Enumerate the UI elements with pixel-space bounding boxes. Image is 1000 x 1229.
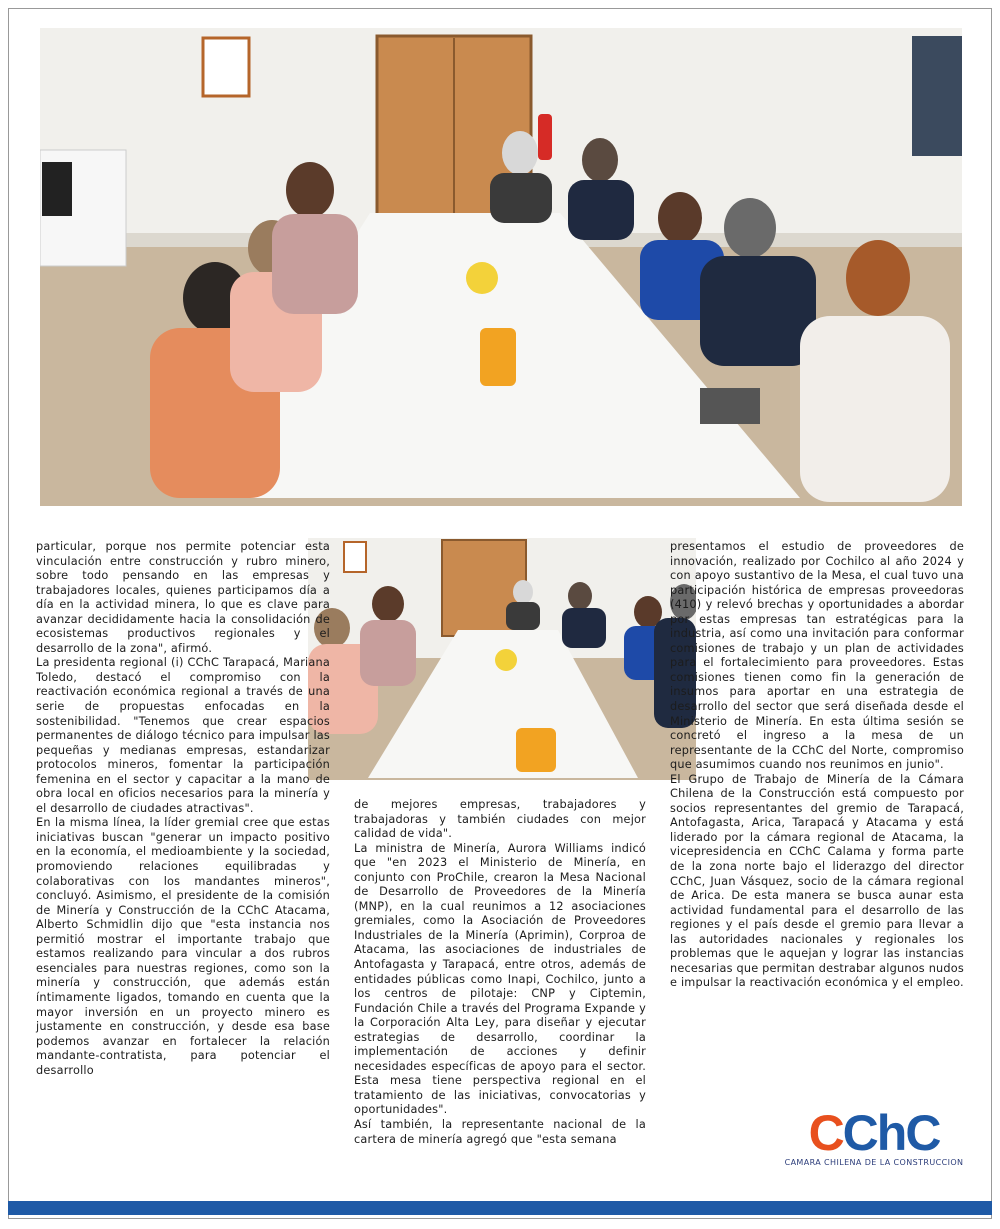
article-column-2 xyxy=(354,798,646,1147)
paragraph: presentamos el estudio de proveedores de innovación, realizado por Cochilco al año 2024 y con apoyo sustantivo de la Mesa, el cual tuvo una participación histórica de empresas proveedoras (410) y relevó brechas y oportunidades a abordar por estas empresas tan estratégicas para la industria, así como una invitación para conformar comisiones de trabajo y un plan de actividades para el fortalecimiento para proveedores. Estas comisiones tienen como fin la generación de insumos para aportar en una estrategia de desarrollo del sector que será diseñada desde el Ministerio de Minería. En esta última sesión se concretó el ingreso a la mesa de un representante de la CChC del Norte, compromiso que asumimos cuando nos reunimos en junio". xyxy=(670,540,964,772)
cchc-logo-mark xyxy=(784,1110,964,1156)
article-column-1 xyxy=(36,540,330,1078)
paragraph: El Grupo de Trabajo de Minería de la Cámara Chilena de la Construcción está compuesto por socios representantes del gremio de Tarapacá, Antofagasta, Arica, Tarapacá y Atacama y está liderado por la cámara regional de Atacama, la vicepresidencia en CChC Calama y forma parte de la zona norte bajo el liderazgo del director CChC, Juan Vásquez, socio de la cámara regional de Arica. De esta manera se busca aunar esta actividad fundamental para el desarrollo de las regiones y el país desde el gremio para llevar a las autoridades nacionales y regionales los problemas que le aquejan y lograr las instancias necesarias que permitan destrabar algunos nudos e impulsar la reactivación económica y el empleo. xyxy=(670,772,964,990)
paragraph: Así también, la representante nacional de la cartera de minería agregó que "esta semana xyxy=(354,1118,646,1146)
paragraph: La ministra de Minería, Aurora Williams indicó que "en 2023 el Ministerio de Minería, en conjunto con ProChile, crearon la Mesa Nacional de Desarrollo de Proveedores de la Minería (MNP), en la cual reunimos a 12 asociaciones gremiales, como la Asociación de Proveedores Industriales de la Minería (Aprimin), Corproa de Atacama, las asociaciones de industriales de Antofagasta y Tarapacá, entre otros, además de entidades públicas como Inapi, Cochilco, junto a los centros de pilotaje: CNP y Ciptemin, Fundación Chile a través del Programa Expande y la Corporación Alta Ley, para diseñar y ejecutar estrategias de desarrollo, coordinar la implementación de acciones y definir necesidades específicas de apoyo para el sector. Esta mesa tiene perspectiva regional en el tratamiento de las iniciativas, convocatorias y oportunidades". xyxy=(354,841,646,1117)
paragraph: La presidenta regional (i) CChC Tarapacá, Mariana Toledo, destacó el compromiso con la reactivación económica regional a través de una serie de propuestas enfocadas en la sostenibilidad. "Tenemos que crear espacios permanentes de diálogo técnico para impulsar las pequeñas y medianas empresas, estandarizar protocolos mineros, fomentar la participación femenina en el sector y capacitar a la mano de obra local en oficios necesarios para la minería y el desarrollo de ciudades atractivas". xyxy=(36,656,330,815)
bottom-color-bar xyxy=(8,1201,992,1215)
inset-meeting-photo xyxy=(308,538,696,780)
main-meeting-photo xyxy=(40,28,962,506)
meeting-photo-illustration xyxy=(40,28,962,506)
paragraph: particular, porque nos permite potenciar esta vinculación entre construcción y rubro minero, sobre todo pensando en las empresas y trabajadores locales, quienes participamos día a día en la actividad minera, lo que es clave para avanzar decididamente hacia la consolidación de ecosistemas productivos regionales y el desarrollo de la zona", afirmó. xyxy=(36,540,330,655)
svg-text:CChC: CChC xyxy=(808,1110,940,1156)
article-column-3 xyxy=(670,540,964,991)
inset-photo-illustration xyxy=(308,538,696,780)
paragraph: de mejores empresas, trabajadores y trabajadoras y también ciudades con mejor calidad de vida". xyxy=(354,798,646,841)
paragraph: En la misma línea, la líder gremial cree que estas iniciativas buscan "generar un impacto positivo en la economía, el medioambiente y la sociedad, promoviendo relaciones equilibradas y colaborativas con los mandantes mineros", concluyó. Asimismo, el presidente de la comisión de Minería y Construcción de la CChC Atacama, Alberto Schmidlin dijo que "esta instancia nos permitió mostrar el importante trabajo que estamos realizando para vincular a dos rubros esenciales para nuestras regiones, como son la minería y construcción, que además están íntimamente ligados, tomando en cuenta que la mayor inversión en un proyecto minero es justamente en construcción, y desde esa base podemos avanzar en fortalecer la relación mandante-contratista, para potenciar el desarrollo xyxy=(36,816,330,1077)
logo-caption: CAMARA CHILENA DE LA CONSTRUCCION xyxy=(784,1158,964,1167)
